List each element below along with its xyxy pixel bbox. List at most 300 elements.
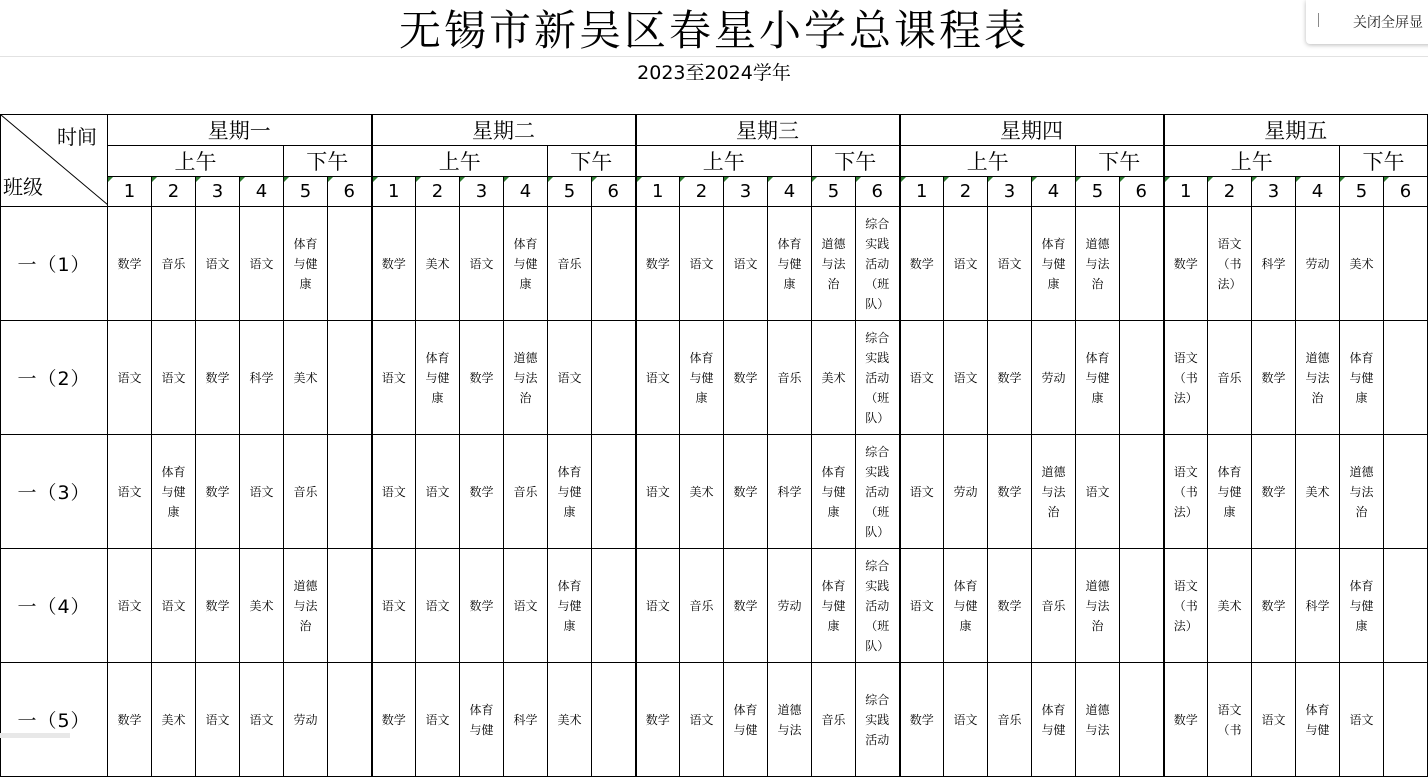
course-cell (768, 207, 812, 321)
corner-header (1, 115, 108, 207)
course-cell (284, 435, 328, 549)
course-name: 劳动 (1305, 257, 1330, 271)
course-name: 数学 (997, 371, 1022, 385)
period-number: 2 (416, 177, 460, 207)
course-cell (724, 207, 768, 321)
course-name: 语文 (205, 713, 230, 727)
period-number: 6 (856, 177, 900, 207)
course-name: 语文 (381, 599, 406, 613)
period-number: 4 (504, 177, 548, 207)
course-cell (1032, 549, 1076, 663)
course-name: 体育与健康 (689, 350, 714, 405)
course-name: 体育与健康 (821, 464, 846, 519)
course-name: 语文 (909, 485, 934, 499)
course-cell (548, 435, 592, 549)
course-cell (328, 207, 372, 321)
title-divider (0, 56, 1428, 57)
morning-header: 上午 (372, 146, 548, 177)
course-cell (1120, 435, 1164, 549)
course-name: 语文 (117, 599, 142, 613)
course-name: 语文 (645, 485, 670, 499)
course-cell (988, 435, 1032, 549)
course-cell (460, 321, 504, 435)
course-name: 体育与健康 (1349, 578, 1374, 633)
course-cell (812, 663, 856, 777)
course-cell (592, 549, 636, 663)
course-cell (196, 663, 240, 777)
horizontal-scrollbar[interactable] (0, 733, 70, 738)
course-cell (1076, 207, 1120, 321)
course-name: 数学 (1261, 599, 1286, 613)
course-cell (1340, 549, 1384, 663)
course-cell (1164, 321, 1208, 435)
course-name: 体育与健 (1041, 702, 1066, 737)
course-name: 体育与健康 (557, 464, 582, 519)
period-number: 4 (240, 177, 284, 207)
course-name: 科学 (777, 485, 802, 499)
class-name: 一（1） (1, 207, 108, 321)
course-cell (944, 207, 988, 321)
course-name: 语文（书法） (1173, 350, 1198, 405)
course-name: 体育与健康 (1217, 464, 1242, 519)
course-cell (1340, 207, 1384, 321)
course-cell (460, 549, 504, 663)
timetable (0, 114, 1428, 777)
course-cell (1340, 663, 1384, 777)
period-number: 3 (1252, 177, 1296, 207)
course-cell (900, 207, 944, 321)
course-cell (1076, 663, 1120, 777)
course-cell (372, 663, 416, 777)
course-name: 体育与健康 (777, 236, 802, 291)
course-cell (988, 207, 1032, 321)
course-cell (1296, 435, 1340, 549)
class-row (1, 549, 1428, 663)
course-cell (416, 321, 460, 435)
period-number: 5 (1076, 177, 1120, 207)
course-name: 体育与健康 (425, 350, 450, 405)
course-name: 体育与健康 (953, 578, 978, 633)
course-cell (680, 663, 724, 777)
course-name: 语文 (953, 713, 978, 727)
course-name: 语文 (249, 713, 274, 727)
course-cell (372, 321, 416, 435)
course-cell (416, 549, 460, 663)
period-number: 6 (328, 177, 372, 207)
course-cell (1384, 549, 1428, 663)
period-number: 4 (1032, 177, 1076, 207)
course-name: 语文（书 (1217, 702, 1242, 737)
course-cell (812, 207, 856, 321)
course-cell (1340, 435, 1384, 549)
course-cell (1164, 207, 1208, 321)
course-cell (240, 435, 284, 549)
course-name: 体育与健康 (1085, 350, 1110, 405)
course-cell (504, 435, 548, 549)
course-name: 语文 (997, 257, 1022, 271)
course-cell (196, 549, 240, 663)
course-cell (636, 207, 680, 321)
course-cell (1384, 207, 1428, 321)
course-cell (680, 549, 724, 663)
course-cell (944, 549, 988, 663)
course-name: 综合实践活动（班队） (865, 444, 890, 539)
course-name: 数学 (381, 713, 406, 727)
course-cell (196, 207, 240, 321)
morning-header: 上午 (1164, 146, 1340, 177)
course-cell (108, 207, 152, 321)
course-name: 语文 (117, 485, 142, 499)
course-cell (1164, 549, 1208, 663)
course-name: 语文 (733, 257, 758, 271)
course-cell (812, 435, 856, 549)
course-cell (328, 435, 372, 549)
day-header: 星期三 (636, 115, 900, 146)
course-name: 数学 (909, 713, 934, 727)
course-cell (680, 435, 724, 549)
course-name: 美术 (1305, 485, 1330, 499)
course-name: 体育与健 (1305, 702, 1330, 737)
course-cell (1384, 663, 1428, 777)
course-name: 体育与健康 (293, 236, 318, 291)
course-name: 语文 (381, 371, 406, 385)
course-name: 音乐 (821, 713, 846, 727)
course-name: 体育与健康 (1041, 236, 1066, 291)
course-cell (416, 663, 460, 777)
course-cell (504, 663, 548, 777)
course-cell (724, 663, 768, 777)
course-cell (372, 207, 416, 321)
course-cell (1164, 435, 1208, 549)
course-name: 体育与健康 (161, 464, 186, 519)
period-number: 5 (284, 177, 328, 207)
course-cell (328, 321, 372, 435)
course-name: 道德与法治 (1085, 236, 1110, 291)
course-name: 数学 (381, 257, 406, 271)
course-cell (152, 321, 196, 435)
course-name: 语文 (1349, 713, 1374, 727)
course-cell (372, 435, 416, 549)
course-name: 美术 (821, 371, 846, 385)
course-cell (108, 663, 152, 777)
course-name: 语文 (249, 257, 274, 271)
period-number: 2 (152, 177, 196, 207)
course-cell (812, 549, 856, 663)
course-cell (856, 435, 900, 549)
course-name: 道德与法治 (1305, 350, 1330, 405)
course-cell (944, 663, 988, 777)
course-cell (1296, 207, 1340, 321)
course-cell (1296, 549, 1340, 663)
period-number: 2 (944, 177, 988, 207)
course-cell (284, 549, 328, 663)
course-cell (724, 321, 768, 435)
course-cell (1120, 321, 1164, 435)
course-name: 美术 (1217, 599, 1242, 613)
period-number: 6 (592, 177, 636, 207)
schedule-title: 无锡市新吴区春星小学总课程表 (398, 6, 1029, 55)
course-cell (152, 207, 196, 321)
course-name: 数学 (733, 371, 758, 385)
course-name: 数学 (205, 599, 230, 613)
course-cell (196, 435, 240, 549)
course-cell (504, 321, 548, 435)
course-cell (1296, 321, 1340, 435)
course-name: 综合实践活动（班队） (865, 558, 890, 653)
course-name: 劳动 (777, 599, 802, 613)
exit-fullscreen-label: 关闭全屏显 (1353, 15, 1423, 31)
course-name: 体育与健康 (821, 578, 846, 633)
course-cell (988, 321, 1032, 435)
course-name: 语文 (469, 257, 494, 271)
course-name: 数学 (733, 599, 758, 613)
course-name: 美术 (293, 371, 318, 385)
period-number: 3 (460, 177, 504, 207)
day-header: 星期四 (900, 115, 1164, 146)
course-name: 语文 (909, 371, 934, 385)
course-cell (1076, 549, 1120, 663)
course-cell (768, 663, 812, 777)
course-cell (988, 549, 1032, 663)
course-cell (724, 435, 768, 549)
period-number: 2 (680, 177, 724, 207)
course-cell (900, 549, 944, 663)
course-cell (1252, 549, 1296, 663)
class-name: 一（2） (1, 321, 108, 435)
course-name: 美术 (557, 713, 582, 727)
course-name: 语文（书法） (1173, 578, 1198, 633)
course-cell (1252, 435, 1296, 549)
course-cell (1164, 663, 1208, 777)
period-number: 5 (812, 177, 856, 207)
course-cell (592, 321, 636, 435)
course-name: 语文 (689, 713, 714, 727)
course-cell (636, 663, 680, 777)
course-name: 音乐 (513, 485, 538, 499)
course-name: 美术 (249, 599, 274, 613)
course-name: 道德与法治 (513, 350, 538, 405)
course-name: 体育与健康 (557, 578, 582, 633)
course-cell (988, 663, 1032, 777)
period-number: 6 (1120, 177, 1164, 207)
course-cell (724, 549, 768, 663)
course-cell (856, 663, 900, 777)
course-name: 语文 (161, 599, 186, 613)
course-name: 语文 (909, 599, 934, 613)
morning-header: 上午 (900, 146, 1076, 177)
course-name: 数学 (1261, 485, 1286, 499)
course-cell (900, 663, 944, 777)
course-name: 语文 (953, 257, 978, 271)
day-header: 星期五 (1164, 115, 1428, 146)
course-cell (1076, 321, 1120, 435)
course-cell (1032, 435, 1076, 549)
exit-fullscreen-button[interactable] (1306, 0, 1428, 44)
course-cell (680, 321, 724, 435)
period-number: 1 (1164, 177, 1208, 207)
school-year-subtitle: 2023至2024学年 (637, 62, 791, 84)
course-cell (1208, 207, 1252, 321)
course-name: 科学 (1305, 599, 1330, 613)
course-cell (284, 321, 328, 435)
course-name: 语文 (557, 371, 582, 385)
period-number: 4 (1296, 177, 1340, 207)
course-cell (856, 549, 900, 663)
course-name: 道德与法治 (821, 236, 846, 291)
course-cell (1032, 321, 1076, 435)
course-cell (856, 321, 900, 435)
course-cell (768, 549, 812, 663)
course-cell (944, 435, 988, 549)
course-cell (1076, 435, 1120, 549)
course-cell (900, 321, 944, 435)
course-cell (768, 321, 812, 435)
course-cell (592, 435, 636, 549)
course-name: 数学 (1173, 257, 1198, 271)
course-cell (1208, 663, 1252, 777)
period-number: 4 (768, 177, 812, 207)
course-name: 数学 (733, 485, 758, 499)
course-name: 道德与法 (1085, 702, 1110, 737)
course-name: 数学 (469, 371, 494, 385)
class-row (1, 207, 1428, 321)
course-name: 音乐 (777, 371, 802, 385)
course-name: 数学 (645, 713, 670, 727)
course-cell (592, 663, 636, 777)
course-cell (460, 663, 504, 777)
course-name: 数学 (997, 599, 1022, 613)
course-cell (1384, 321, 1428, 435)
course-cell (108, 549, 152, 663)
course-name: 道德与法治 (1085, 578, 1110, 633)
course-cell (636, 435, 680, 549)
course-cell (1340, 321, 1384, 435)
course-cell (504, 549, 548, 663)
course-cell (152, 663, 196, 777)
course-cell (108, 435, 152, 549)
course-cell (1208, 549, 1252, 663)
course-name: 音乐 (557, 257, 582, 271)
course-name: 美术 (1349, 257, 1374, 271)
course-name: 音乐 (997, 713, 1022, 727)
day-header: 星期二 (372, 115, 636, 146)
course-name: 综合实践活动 (865, 692, 890, 747)
course-cell (328, 549, 372, 663)
course-cell (240, 321, 284, 435)
course-name: 数学 (645, 257, 670, 271)
class-name: 一（4） (1, 549, 108, 663)
course-name: 综合实践活动（班队） (865, 216, 890, 311)
course-cell (152, 435, 196, 549)
course-cell (416, 207, 460, 321)
course-cell (240, 207, 284, 321)
course-name: 道德与法治 (293, 578, 318, 633)
course-name: 音乐 (293, 485, 318, 499)
afternoon-header: 下午 (284, 146, 372, 177)
course-cell (1296, 663, 1340, 777)
course-name: 数学 (205, 371, 230, 385)
course-name: 数学 (117, 713, 142, 727)
course-name: 劳动 (953, 485, 978, 499)
afternoon-header: 下午 (1076, 146, 1164, 177)
morning-header: 上午 (636, 146, 812, 177)
course-cell (1252, 663, 1296, 777)
course-cell (1208, 435, 1252, 549)
course-cell (460, 435, 504, 549)
course-cell (328, 663, 372, 777)
course-name: 语文 (249, 485, 274, 499)
course-name: 体育与健 (469, 702, 494, 737)
class-row (1, 321, 1428, 435)
period-number: 2 (1208, 177, 1252, 207)
course-cell (592, 207, 636, 321)
course-cell (240, 663, 284, 777)
course-name: 语文 (381, 485, 406, 499)
course-cell (1120, 207, 1164, 321)
course-cell (152, 549, 196, 663)
course-name: 语文 (205, 257, 230, 271)
course-cell (680, 207, 724, 321)
course-cell (812, 321, 856, 435)
course-cell (1208, 321, 1252, 435)
course-cell (944, 321, 988, 435)
course-cell (240, 549, 284, 663)
course-cell (548, 207, 592, 321)
course-name: 体育与健康 (513, 236, 538, 291)
course-cell (1120, 549, 1164, 663)
course-cell (636, 321, 680, 435)
course-name: 综合实践活动（班队） (865, 330, 890, 425)
course-name: 数学 (1173, 713, 1198, 727)
course-name: 数学 (117, 257, 142, 271)
class-row (1, 663, 1428, 777)
period-number: 1 (900, 177, 944, 207)
course-name: 音乐 (689, 599, 714, 613)
morning-header: 上午 (108, 146, 284, 177)
corner-class-label: 班级 (3, 175, 43, 199)
course-name: 语文（书法） (1217, 236, 1242, 291)
course-name: 音乐 (1217, 371, 1242, 385)
course-name: 语文 (953, 371, 978, 385)
course-name: 语文 (425, 713, 450, 727)
course-name: 音乐 (161, 257, 186, 271)
course-cell (284, 663, 328, 777)
period-number: 5 (1340, 177, 1384, 207)
course-cell (284, 207, 328, 321)
course-name: 道德与法 (777, 702, 802, 737)
period-number: 6 (1384, 177, 1428, 207)
class-name: 一（3） (1, 435, 108, 549)
course-cell (548, 663, 592, 777)
course-name: 美术 (689, 485, 714, 499)
course-name: 劳动 (293, 713, 318, 727)
afternoon-header: 下午 (548, 146, 636, 177)
course-cell (416, 435, 460, 549)
class-name: 一（5） (1, 663, 108, 777)
course-cell (900, 435, 944, 549)
course-cell (1032, 663, 1076, 777)
period-number: 3 (196, 177, 240, 207)
course-name: 美术 (161, 713, 186, 727)
course-cell (372, 549, 416, 663)
period-number: 1 (108, 177, 152, 207)
divider-icon (1318, 13, 1319, 27)
course-cell (1032, 207, 1076, 321)
course-name: 美术 (425, 257, 450, 271)
course-cell (1384, 435, 1428, 549)
course-cell (108, 321, 152, 435)
course-name: 数学 (997, 485, 1022, 499)
